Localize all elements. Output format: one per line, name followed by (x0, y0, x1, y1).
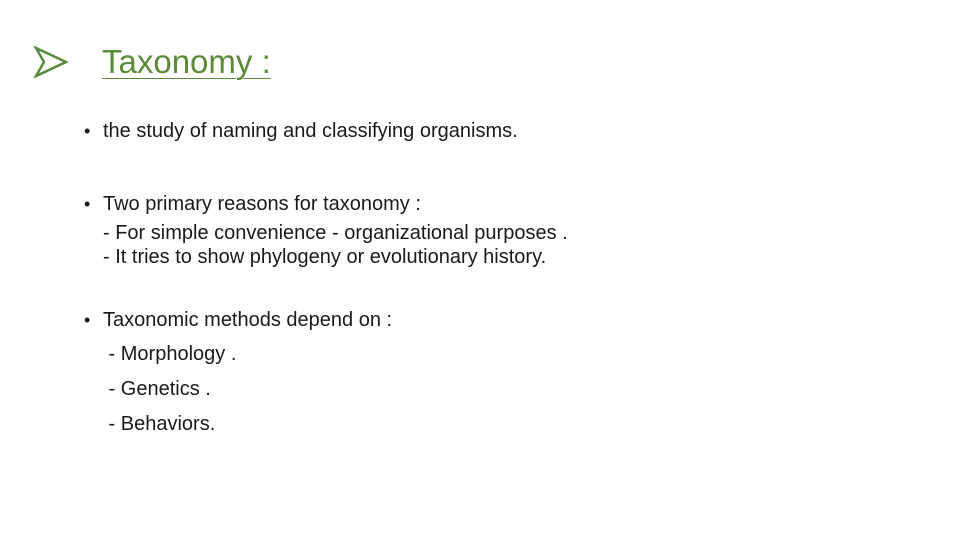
sub-item: - Morphology . (103, 343, 237, 365)
bullet-reasons (84, 187, 568, 269)
bullet-text: Two primary reasons for taxonomy : (103, 193, 421, 215)
bullet-text: Taxonomic methods depend on : (103, 309, 393, 331)
bullet-definition (84, 114, 518, 148)
bullet-dot-icon: • (84, 310, 91, 330)
bullet-dot-icon: • (84, 194, 91, 214)
sub-item: - Genetics . (103, 378, 211, 400)
slide-title: Taxonomy : (102, 43, 271, 80)
bullet-dot-icon: • (84, 121, 91, 141)
sub-item: - For simple convenience - organizational purposes . (103, 222, 568, 244)
slide-title-row (34, 40, 271, 84)
bullet-text: the study of naming and classifying organisms. (103, 120, 518, 142)
arrow-bullet-icon (34, 42, 68, 82)
sub-item: - Behaviors. (103, 413, 216, 435)
bullet-methods (84, 303, 392, 442)
sub-item: - It tries to show phylogeny or evolutionary history. (103, 246, 547, 268)
